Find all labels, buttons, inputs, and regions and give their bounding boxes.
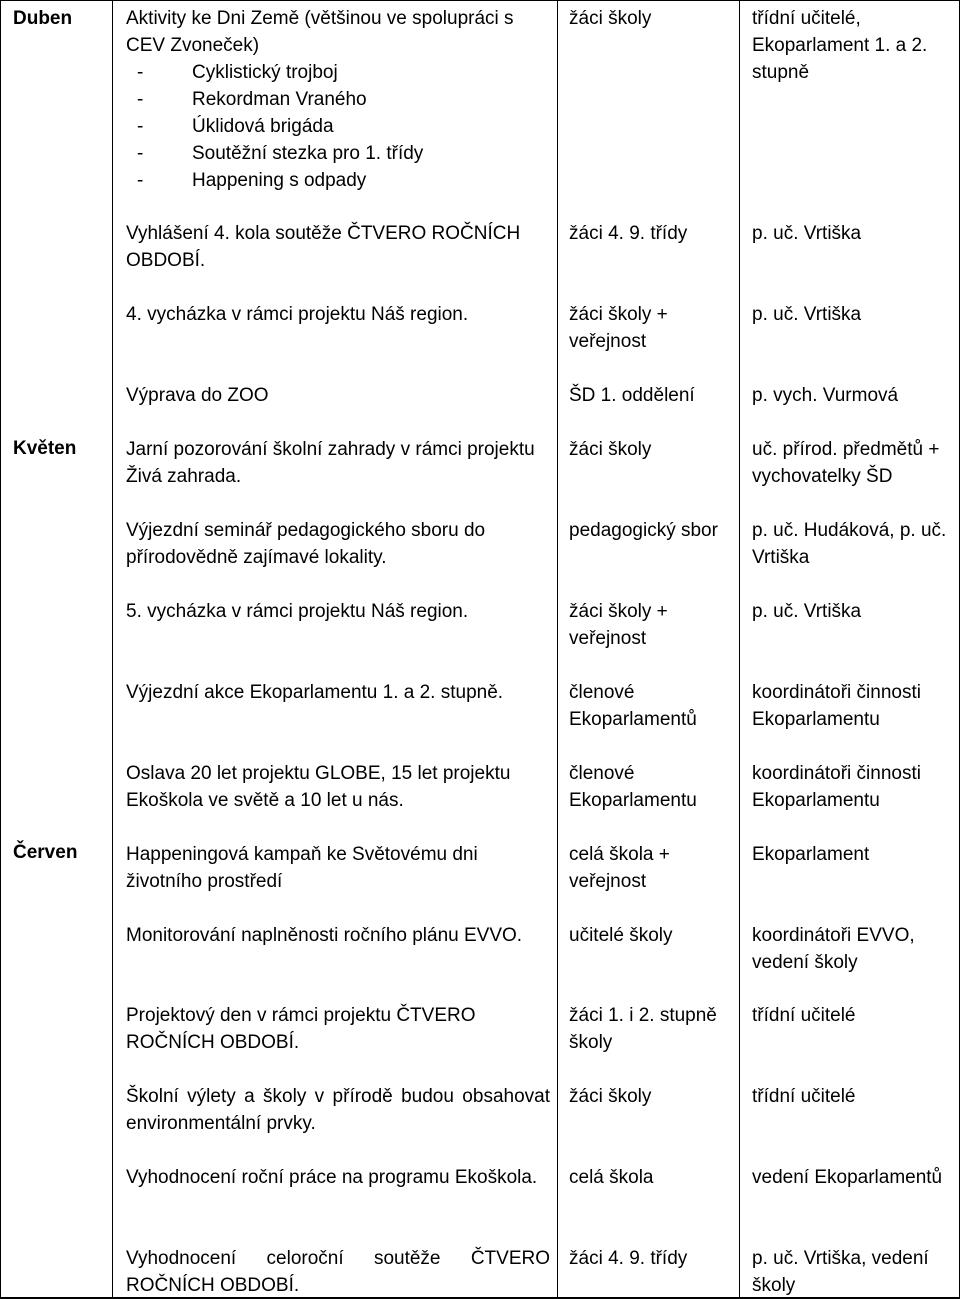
target-cell: celá škola + veřejnost (569, 844, 670, 892)
list-item: - Soutěžní stezka pro 1. třídy (126, 140, 550, 167)
activity-cell: Výprava do ZOO (126, 385, 269, 406)
responsible-cell: koordinátoři EVVO, vedení školy (752, 925, 915, 973)
responsible-cell: koordinátoři činnosti Ekoparlamentu (752, 682, 921, 730)
target-cell: ŠD 1. oddělení (569, 385, 695, 406)
activity-cell: Monitorování naplněnosti ročního plánu EVVO. (126, 925, 523, 946)
responsible-cell: p. uč. Vrtiška (752, 601, 862, 622)
activity-cell: Vyhodnocení celoroční soutěže ČTVERO ROČNÍCH OBDOBÍ. (126, 1248, 550, 1296)
list-item: - Rekordman Vraného (126, 86, 550, 113)
column-divider (557, 1, 558, 1298)
target-cell: učitelé školy (569, 925, 673, 946)
target-cell: žáci školy (569, 439, 652, 460)
activity-cell: Výjezdní akce Ekoparlamentu 1. a 2. stupně. (126, 682, 504, 703)
target-cell: celá škola (569, 1167, 654, 1188)
target-cell: žáci školy (569, 1086, 652, 1107)
list-item: - Happening s odpady (126, 167, 550, 194)
activity-cell: Projektový den v rámci projektu ČTVERO ROČNÍCH OBDOBÍ. (126, 1005, 476, 1053)
responsible-cell: třídní učitelé (752, 1086, 856, 1107)
activity-list (126, 59, 550, 194)
target-cell: členové Ekoparlamentů (569, 682, 697, 730)
column-divider (739, 1, 740, 1298)
target-cell: žáci 1. i 2. stupně školy (569, 1005, 717, 1053)
target-cell: žáci školy (569, 8, 652, 29)
activity-cell: Oslava 20 let projektu GLOBE, 15 let projektu Ekoškola ve světě a 10 let u nás. (126, 763, 511, 811)
activity-cell: Školní výlety a školy v přírodě budou obsahovat environmentální prvky. (126, 1086, 550, 1134)
activity-cell: 4. vycházka v rámci projektu Náš region. (126, 304, 469, 325)
list-item: - Úklidová brigáda (126, 113, 550, 140)
activity-text: Aktivity ke Dni Země (většinou ve spolupráci s CEV Zvoneček) (126, 8, 514, 56)
target-cell: žáci školy + veřejnost (569, 601, 668, 649)
responsible-cell: p. uč. Vrtiška, vedení školy (752, 1248, 929, 1296)
month-june: Červen (13, 842, 78, 863)
target-cell: žáci školy + veřejnost (569, 304, 668, 352)
activity-cell: Vyhodnocení roční práce na programu Ekoškola. (126, 1167, 538, 1188)
responsible-cell: p. uč. Vrtiška (752, 304, 862, 325)
responsible-cell: koordinátoři činnosti Ekoparlamentu (752, 763, 921, 811)
responsible-cell: p. vych. Vurmová (752, 385, 899, 406)
responsible-cell: třídní učitelé (752, 1005, 856, 1026)
activity-cell: Vyhlášení 4. kola soutěže ČTVERO ROČNÍCH OBDOBÍ. (126, 223, 521, 271)
list-item: - Cyklistický trojboj (126, 59, 550, 86)
month-april: Duben (13, 8, 73, 29)
target-cell: pedagogický sbor (569, 520, 718, 541)
target-cell: členové Ekoparlamentu (569, 763, 697, 811)
responsible-cell: Ekoparlament (752, 844, 870, 865)
activity-cell: Happeningová kampaň ke Světovému dni životního prostředí (126, 844, 478, 892)
activity-cell: Jarní pozorování školní zahrady v rámci projektu Živá zahrada. (126, 439, 535, 487)
responsible-cell: p. uč. Vrtiška (752, 223, 862, 244)
target-cell: žáci 4. 9. třídy (569, 1248, 688, 1269)
activity-cell: Výjezdní seminář pedagogického sboru do přírodovědně zajímavé lokality. (126, 520, 486, 568)
activity-cell: 5. vycházka v rámci projektu Náš region. (126, 601, 469, 622)
month-may: Květen (13, 438, 77, 459)
column-divider (112, 1, 113, 1298)
activity-cell (126, 5, 550, 194)
responsible-cell: uč. přírod. předmětů + vychovatelky ŠD (752, 439, 940, 487)
responsible-cell: p. uč. Hudáková, p. uč. Vrtiška (752, 520, 947, 568)
responsible-cell: třídní učitelé, Ekoparlament 1. a 2. stupně (752, 8, 928, 83)
responsible-cell: vedení Ekoparlamentů (752, 1167, 943, 1188)
target-cell: žáci 4. 9. třídy (569, 223, 688, 244)
